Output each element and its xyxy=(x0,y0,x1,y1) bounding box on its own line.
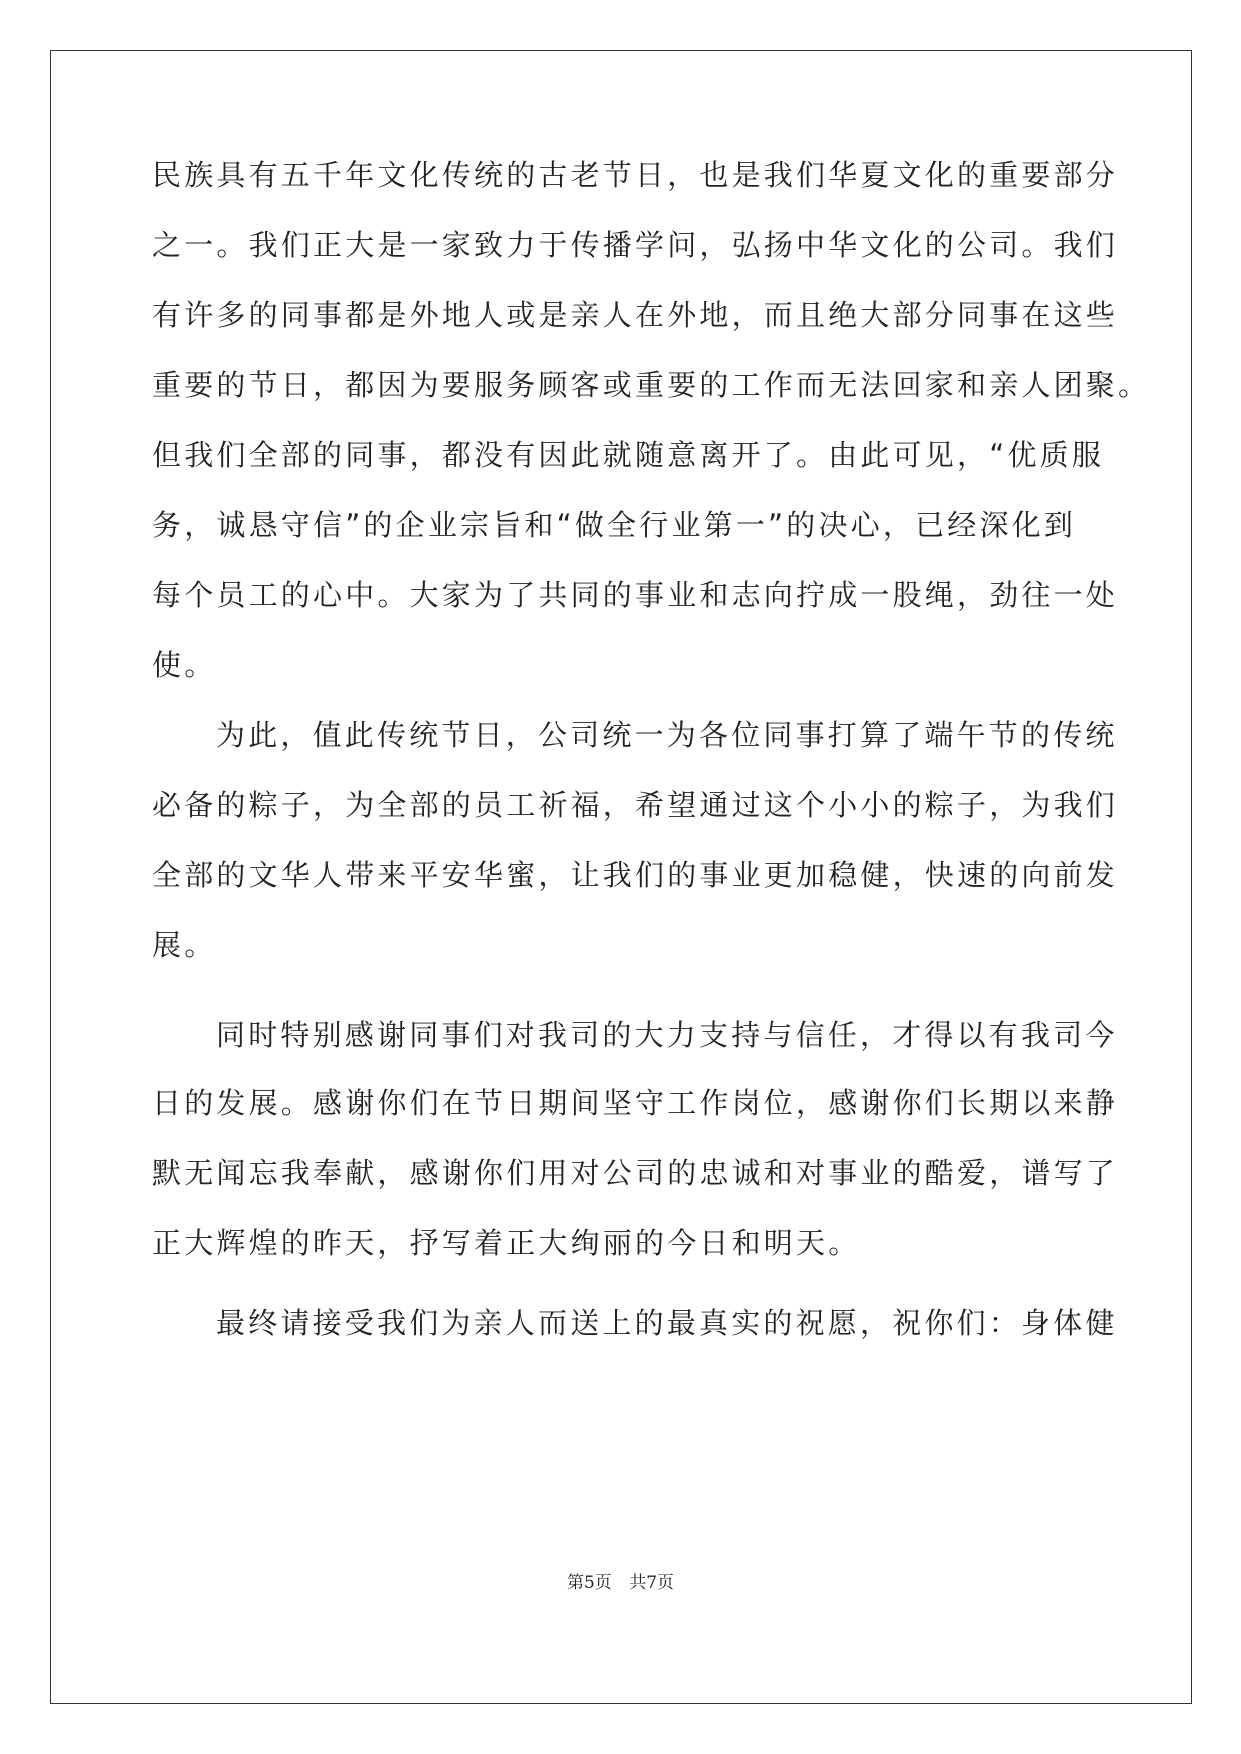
body-text-line: 有许多的同事都是外地人或是亲人在外地，而且绝大部分同事在这些 xyxy=(152,298,1119,332)
body-text-line: 必备的粽子，为全部的员工祈福，希望通过这个小小的粽子，为我们 xyxy=(152,788,1119,822)
body-text-line: 全部的文华人带来平安华蜜，让我们的事业更加稳健，快速的向前发 xyxy=(152,858,1119,892)
body-text-line: 民族具有五千年文化传统的古老节日，也是我们华夏文化的重要部分 xyxy=(152,158,1119,192)
body-text-line: 重要的节日，都因为要服务顾客或重要的工作而无法回家和亲人团聚。 xyxy=(152,368,1151,402)
paragraph-start-line: 最终请接受我们为亲人而送上的最真实的祝愿，祝你们：身体健 xyxy=(216,1306,1118,1340)
paragraph-start-line: 同时特别感谢同事们对我司的大力支持与信任，才得以有我司今 xyxy=(216,1018,1118,1052)
body-text-line: 但我们全部的同事，都没有因此就随意离开了。由此可见，“优质服 xyxy=(152,438,1105,472)
body-text-line: 默无闻忘我奉献，感谢你们用对公司的忠诚和对事业的酷爱，谱写了 xyxy=(152,1156,1119,1190)
body-text-line: 之一。我们正大是一家致力于传播学问，弘扬中华文化的公司。我们 xyxy=(152,228,1119,262)
page-total: 共7页 xyxy=(629,1573,675,1593)
page-footer xyxy=(0,1568,1241,1593)
body-text-line: 使。 xyxy=(152,648,217,682)
body-text-line: 日的发展。感谢你们在节日期间坚守工作岗位，感谢你们长期以来静 xyxy=(152,1086,1119,1120)
body-text-line: 展。 xyxy=(152,928,217,962)
body-text-line: 务，诚恳守信”的企业宗旨和“做全行业第一”的决心，已经深化到 xyxy=(152,508,1077,542)
body-text-line: 每个员工的心中。大家为了共同的事业和志向拧成一股绳，劲往一处 xyxy=(152,578,1119,612)
body-text-line: 正大辉煌的昨天，抒写着正大绚丽的今日和明天。 xyxy=(152,1226,861,1260)
page-number: 第5页 xyxy=(566,1573,612,1593)
paragraph-start-line: 为此，值此传统节日，公司统一为各位同事打算了端午节的传统 xyxy=(216,718,1118,752)
